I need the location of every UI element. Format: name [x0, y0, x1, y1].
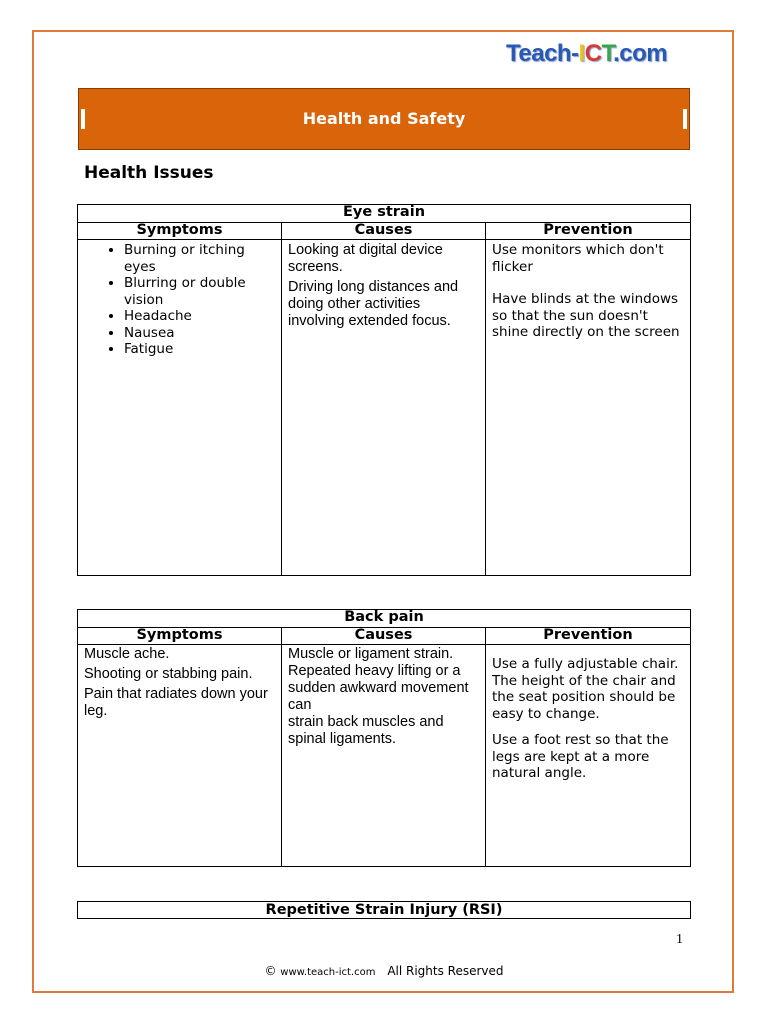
section-heading: Health Issues [84, 163, 214, 183]
eye-strain-causes-cell [282, 240, 486, 576]
title-banner [78, 88, 690, 150]
cause-text: Muscle or ligament strain. [288, 646, 454, 662]
back-pain-causes-cell [282, 645, 486, 867]
eye-strain-symptoms-header: Symptoms [78, 223, 282, 240]
page-number: 1 [676, 932, 683, 947]
back-pain-title: Back pain [78, 610, 691, 628]
cause-text: Repeated heavy lifting or a sudden awkward movement can [288, 663, 469, 713]
cause-text: Driving long distances and doing other activities involving extended focus. [288, 279, 459, 329]
prevention-text: Use monitors which don't flicker [492, 242, 664, 275]
list-item: • Burning or itching eyes [124, 242, 275, 275]
back-pain-table [77, 609, 691, 867]
prevention-text: Use a foot rest so that the legs are kept at a more natural angle. [492, 732, 669, 781]
list-item: • Nausea [124, 325, 275, 342]
symptom-text: Muscle ache. [84, 646, 170, 662]
symptom-text: Pain that radiates down your leg. [84, 686, 268, 719]
back-pain-prevention-cell [486, 645, 691, 867]
list-item: • Headache [124, 308, 275, 325]
teach-ict-logo: Teach-ICT.com [506, 40, 668, 67]
list-item: • Fatigue [124, 341, 275, 358]
copyright-symbol: © [264, 964, 277, 978]
eye-strain-causes-header: Causes [282, 223, 486, 240]
eye-strain-table [77, 204, 691, 576]
eye-strain-title: Eye strain [78, 205, 691, 223]
footer [0, 964, 768, 978]
cause-text: strain back muscles and spinal ligaments. [288, 714, 444, 747]
list-item: • Blurring or double vision [124, 275, 275, 308]
back-pain-causes-header: Causes [282, 628, 486, 645]
back-pain-prevention-header: Prevention [486, 628, 691, 645]
prevention-text: Have blinds at the windows so that the sun doesn't shine directly on the screen [492, 291, 680, 340]
back-pain-symptoms-header: Symptoms [78, 628, 282, 645]
page-title: Health and Safety [302, 109, 466, 128]
rsi-table-title: Repetitive Strain Injury (RSI) [77, 901, 691, 919]
footer-rights: All Rights Reserved [387, 964, 504, 978]
eye-strain-symptoms-list [78, 242, 275, 358]
eye-strain-symptoms-cell [78, 240, 282, 576]
eye-strain-prevention-cell [486, 240, 691, 576]
eye-strain-prevention-header: Prevention [486, 223, 691, 240]
symptom-text: Shooting or stabbing pain. [84, 666, 253, 682]
back-pain-symptoms-cell [78, 645, 282, 867]
prevention-text: Use a fully adjustable chair. The height of the chair and the seat position should be easy to change. [492, 656, 679, 722]
cause-text: Looking at digital device screens. [288, 242, 443, 275]
footer-site-link: www.teach-ict.com [280, 967, 376, 978]
